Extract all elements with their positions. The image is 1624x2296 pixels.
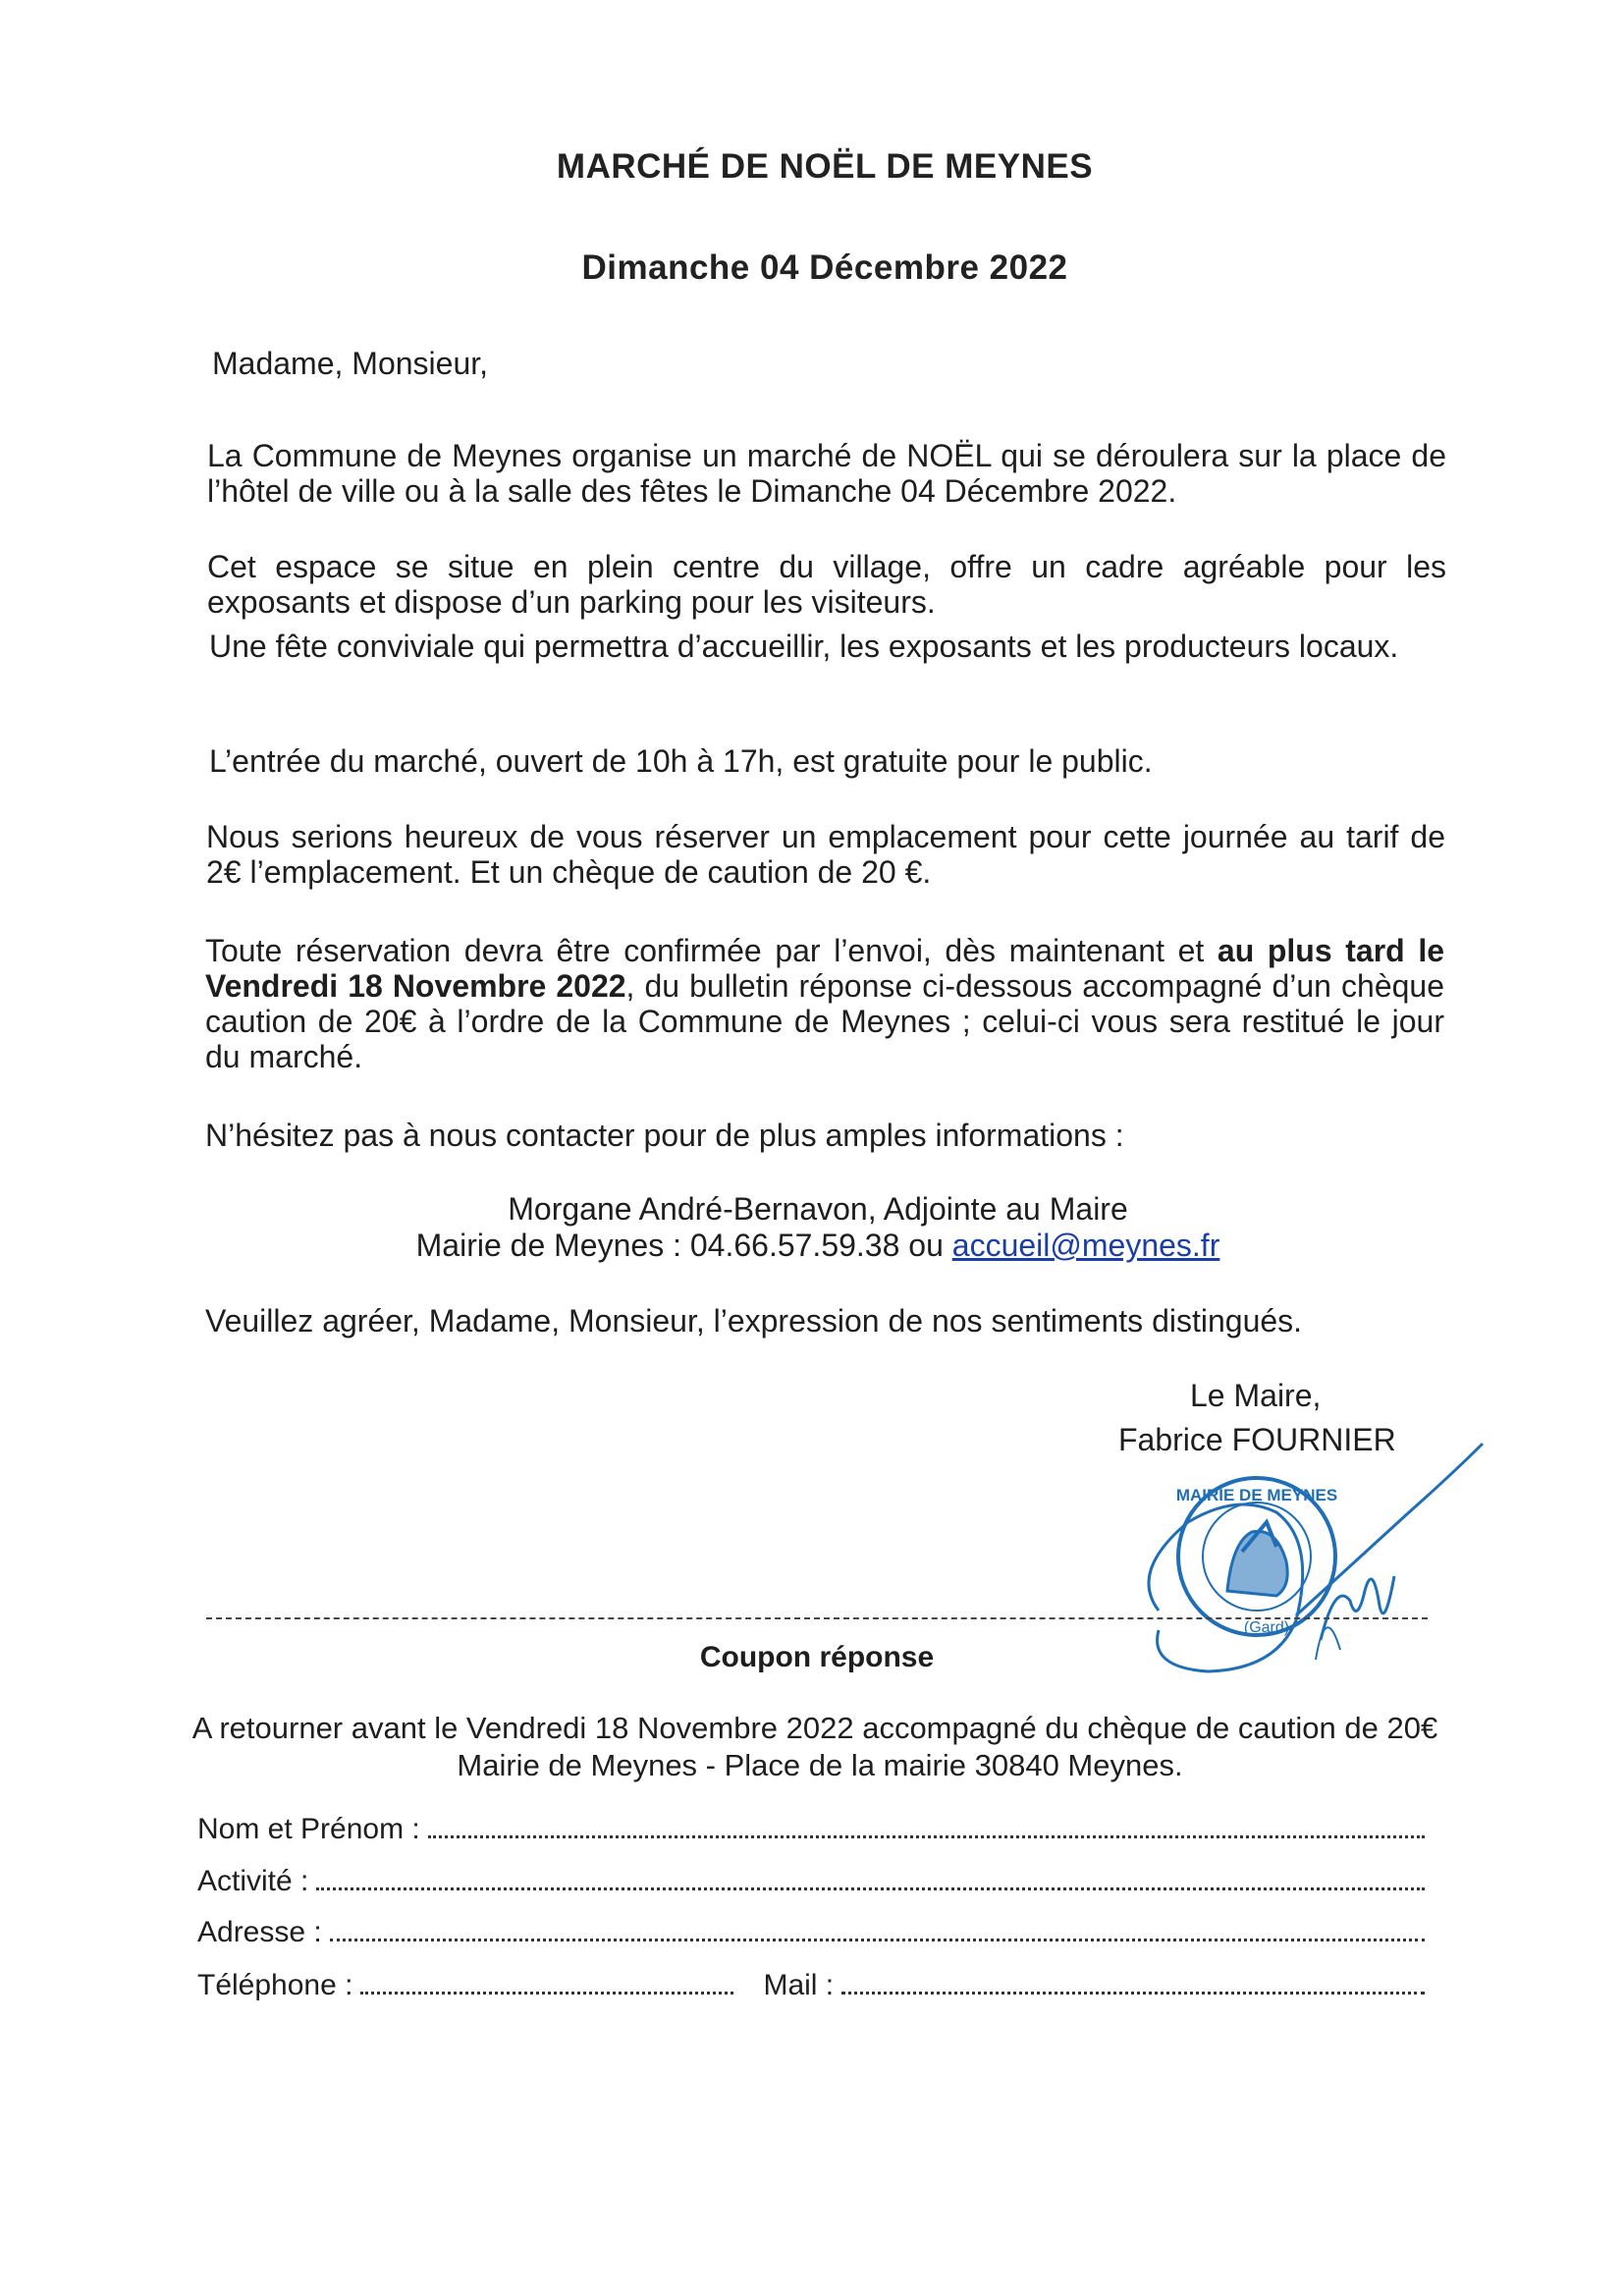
field-name[interactable] bbox=[197, 1813, 1425, 1852]
contact-details bbox=[0, 1228, 1624, 1263]
field-phone-mail[interactable] bbox=[197, 1969, 1425, 2008]
field-phone-line[interactable] bbox=[360, 1970, 733, 1995]
field-address-line[interactable] bbox=[330, 1917, 1425, 1941]
signer-name: Fabrice FOURNIER bbox=[1118, 1422, 1396, 1457]
reservation-deadline: au plus tard le Vendredi 18 Novembre 2022 bbox=[205, 933, 1445, 1004]
contact-name: Morgane André-Bernavon, Adjointe au Maire bbox=[508, 1191, 1128, 1227]
coupon-address: Mairie de Meynes - Place de la mairie 30840 Meynes. bbox=[457, 1748, 1183, 1782]
cut-line bbox=[206, 1617, 1428, 1619]
reservation-text-end: , du bulletin réponse ci-dessous accompagné d’un chèque caution de 20€ à l’ordre de la Commune de Meynes ; celui-ci vous sera restitué le jour du marché. bbox=[205, 968, 1445, 1074]
field-address[interactable] bbox=[197, 1916, 1425, 1955]
salutation: Madame, Monsieur, bbox=[212, 346, 489, 381]
paragraph-reservation bbox=[205, 933, 1444, 1074]
stamp-bottom-text: (Gard) bbox=[1243, 1619, 1290, 1636]
field-activity-line[interactable] bbox=[316, 1866, 1425, 1890]
paragraph-festivity: Une fête conviviale qui permettra d’accueillir, les exposants et les producteurs locaux. bbox=[209, 629, 1399, 664]
event-date: Dimanche 04 Décembre 2022 bbox=[581, 248, 1068, 287]
closing-formula: Veuillez agréer, Madame, Monsieur, l’expression de nos sentiments distingués. bbox=[205, 1303, 1303, 1339]
contact-email-link[interactable]: accueil@meynes.fr bbox=[951, 1228, 1220, 1263]
document-title: MARCHÉ DE NOËL DE MEYNES bbox=[556, 147, 1094, 186]
signer-role: Le Maire, bbox=[1190, 1378, 1322, 1413]
paragraph-pricing: Nous serions heureux de vous réserver un emplacement pour cette journée au tarif de 2€ l’emplacement. Et un chèque de caution de 20 €. bbox=[206, 819, 1445, 890]
reservation-text-start: Toute réservation devra être confirmée par l’envoi, dès maintenant et bbox=[205, 933, 1218, 968]
paragraph-intro: La Commune de Meynes organise un marché de NOËL qui se déroulera sur la place de l’hôtel de ville ou à la salle des fêtes le Dimanche 04 Décembre 2022. bbox=[207, 438, 1446, 509]
paragraph-location: Cet espace se situe en plein centre du village, offre un cadre agréable pour les exposants et dispose d’un parking pour les visiteurs. bbox=[207, 549, 1446, 620]
field-name-line[interactable] bbox=[428, 1814, 1425, 1838]
paragraph-contact-intro: N’hésitez pas à nous contacter pour de plus amples informations : bbox=[205, 1118, 1124, 1153]
field-name-label: Nom et Prénom : bbox=[197, 1813, 420, 1845]
stamp-text: MAIRIE DE MEYNES bbox=[1175, 1486, 1338, 1504]
field-phone-label: Téléphone : bbox=[197, 1969, 353, 2001]
coupon-instructions: A retourner avant le Vendredi 18 Novembre 2022 accompagné du chèque de caution de 20€ bbox=[191, 1711, 1438, 1745]
field-mail-line[interactable] bbox=[841, 1970, 1425, 1995]
field-activity-label: Activité : bbox=[197, 1865, 309, 1897]
field-activity[interactable] bbox=[197, 1865, 1425, 1904]
paragraph-opening-hours: L’entrée du marché, ouvert de 10h à 17h, est gratuite pour le public. bbox=[209, 743, 1153, 779]
coupon-title: Coupon réponse bbox=[699, 1641, 935, 1673]
contact-phone: Mairie de Meynes : 04.66.57.59.38 ou bbox=[415, 1228, 952, 1263]
field-address-label: Adresse : bbox=[197, 1916, 322, 1948]
field-mail-label: Mail : bbox=[763, 1969, 835, 2001]
